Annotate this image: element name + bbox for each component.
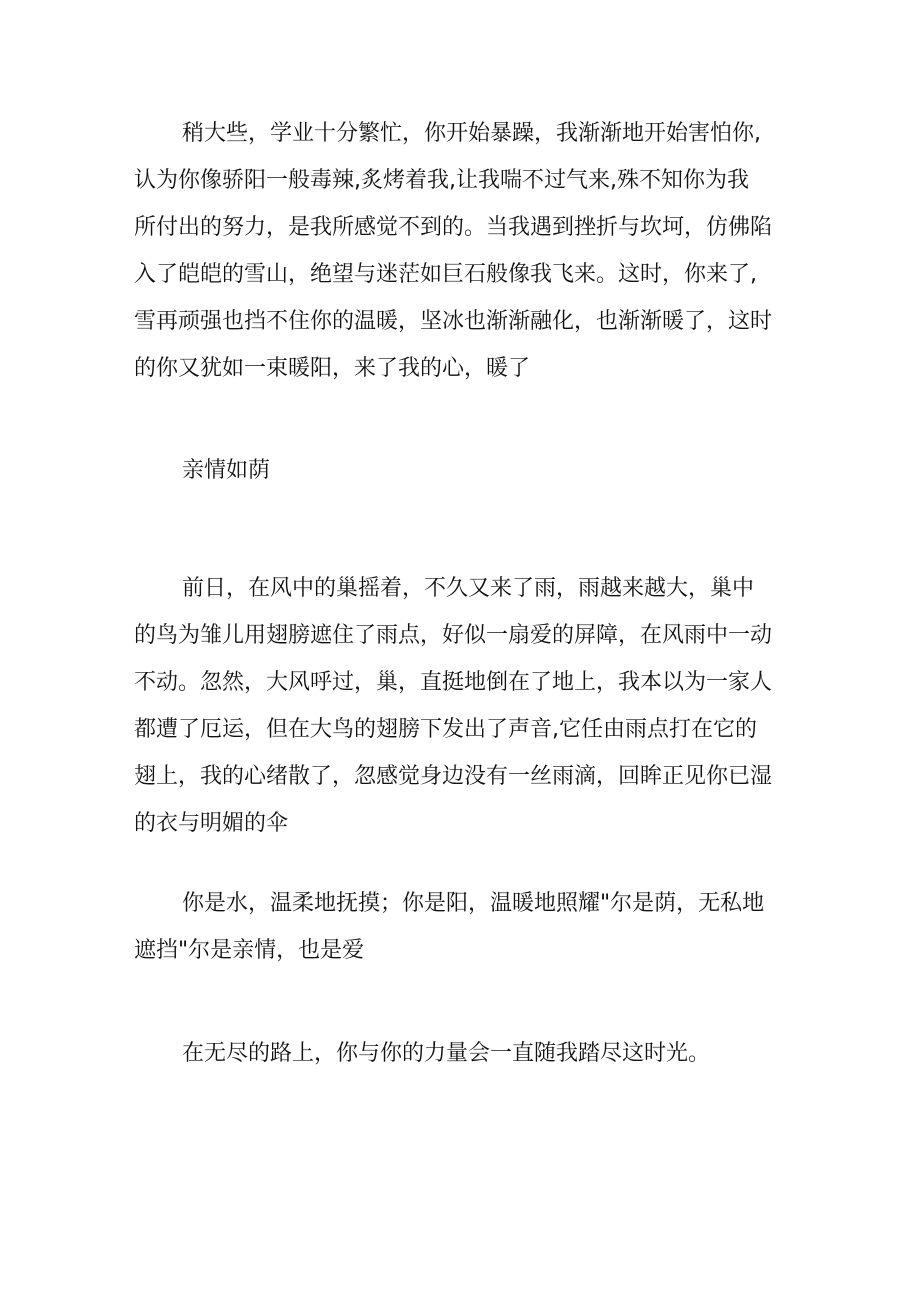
text-line: 的鸟为雏儿用翅膀遮住了雨点，好似一扇爱的屏障，在风雨中一动 xyxy=(134,623,773,648)
heading-text: 亲情如荫 xyxy=(182,458,271,483)
text-line: 不动。忽然，大风呼过，巢，直挺地倒在了地上，我本以为一家人 xyxy=(134,670,773,695)
text-line: 你是水，温柔地抚摸；你是阳，温暖地照耀"尔是荫，无私地 xyxy=(182,891,765,916)
paragraph-growing-up xyxy=(134,110,814,392)
text-line: 都遭了厄运，但在大鸟的翅膀下发出了声音,它任由雨点打在它的 xyxy=(134,717,757,742)
text-line: 在无尽的路上，你与你的力量会一直随我踏尽这时光。 xyxy=(182,1041,711,1066)
paragraph-bird-nest xyxy=(134,565,814,847)
text-line: 前日，在风中的巢摇着，不久又来了雨，雨越来越大，巢中 xyxy=(182,576,755,601)
text-line: 的衣与明媚的伞 xyxy=(134,811,289,836)
text-line: 认为你像骄阳一般毒辣,炙烤着我,让我喘不过气来,殊不知你为我 xyxy=(134,168,749,193)
text-line: 稍大些，学业十分繁忙，你开始暴躁，我渐渐地开始害怕你, xyxy=(182,121,761,146)
text-line: 所付出的努力，是我所感觉不到的。当我遇到挫折与坎坷，仿佛陷 xyxy=(134,215,773,240)
paragraph-closing xyxy=(134,1030,814,1077)
text-line: 入了皑皑的雪山，绝望与迷茫如巨石般像我飞来。这时，你来了, xyxy=(134,262,757,287)
text-line: 翅上，我的心绪散了，忽感觉身边没有一丝雨滴，回眸正见你已湿 xyxy=(134,764,773,789)
text-line: 遮挡"尔是亲情，也是爱 xyxy=(134,938,365,963)
section-heading xyxy=(134,447,814,494)
text-line: 的你又犹如一束暖阳，来了我的心，暖了 xyxy=(134,356,531,381)
paragraph-metaphor xyxy=(134,880,814,974)
text-line: 雪再顽强也挡不住你的温暖，坚冰也渐渐融化，也渐渐暖了，这时 xyxy=(134,309,773,334)
